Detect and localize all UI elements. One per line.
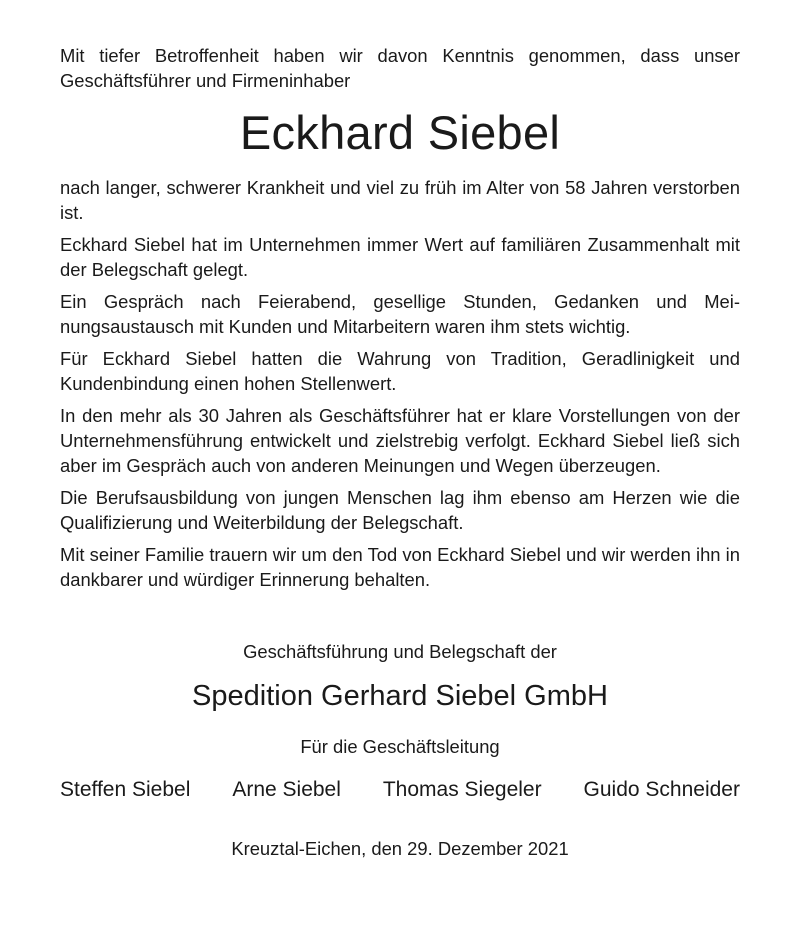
place-date: Kreuztal-Eichen, den 29. Dezember 2021 [231, 838, 569, 859]
signer-name: Guido Schneider [583, 778, 740, 801]
paragraph-career: In den mehr als 30 Jahren als Geschäftsführer hat er klare Vorstellungen von der Unternehmensführung entwickelt und zielstrebig verfolgt. Eckhard Siebel ließ sich aber im Gespräch auch von anderen Meinungen und Wegen überzeugen. [60, 405, 740, 476]
paragraph-tradition: Für Eckhard Siebel hatten die Wahrung von Tradition, Geradlinigkeit und Kundenbindung einen hohen Stellenwert. [60, 348, 740, 394]
paragraph-training: Die Berufsausbildung von jungen Menschen lag ihm ebenso am Herzen wie die Qualifizierung und Weiterbildung der Belegschaft. [60, 487, 740, 533]
paragraph-mourning: Mit seiner Familie trauern wir um den Tod von Eckhard Siebel und wir werden ihn in dankbarer und würdiger Erinnerung behalten. [60, 544, 740, 590]
paragraph-family-values: Eckhard Siebel hat im Unternehmen immer Wert auf familiären Zusammenhalt mit der Belegschaft gelegt. [60, 234, 740, 280]
signer-list [60, 776, 740, 804]
company-name: Spedition Gerhard Siebel GmbH [192, 680, 608, 712]
signature-intro: Geschäftsführung und Belegschaft der [243, 641, 557, 662]
paragraph-conversations: Ein Gespräch nach Feierabend, gesellige Stunden, Gedanken und Meinungsaustausch mit Kunden und Mitarbeitern waren ihm stets wichtig. [60, 291, 740, 337]
paragraph-death: nach langer, schwerer Krankheit und viel zu früh im Alter von 58 Jahren verstorben ist. [60, 177, 740, 223]
signer-name: Steffen Siebel [60, 778, 191, 801]
signer-name: Arne Siebel [232, 778, 341, 801]
management-label: Für die Geschäftsleitung [300, 736, 500, 757]
obituary-notice [60, 43, 740, 861]
signer-name: Thomas Siegeler [382, 778, 542, 801]
deceased-name: Eckhard Siebel [239, 106, 561, 159]
intro-text: Mit tiefer Betroffenheit haben wir davon Kenntnis genommen, dass unser Geschäftsführer und Firmeninhaber [60, 45, 740, 91]
